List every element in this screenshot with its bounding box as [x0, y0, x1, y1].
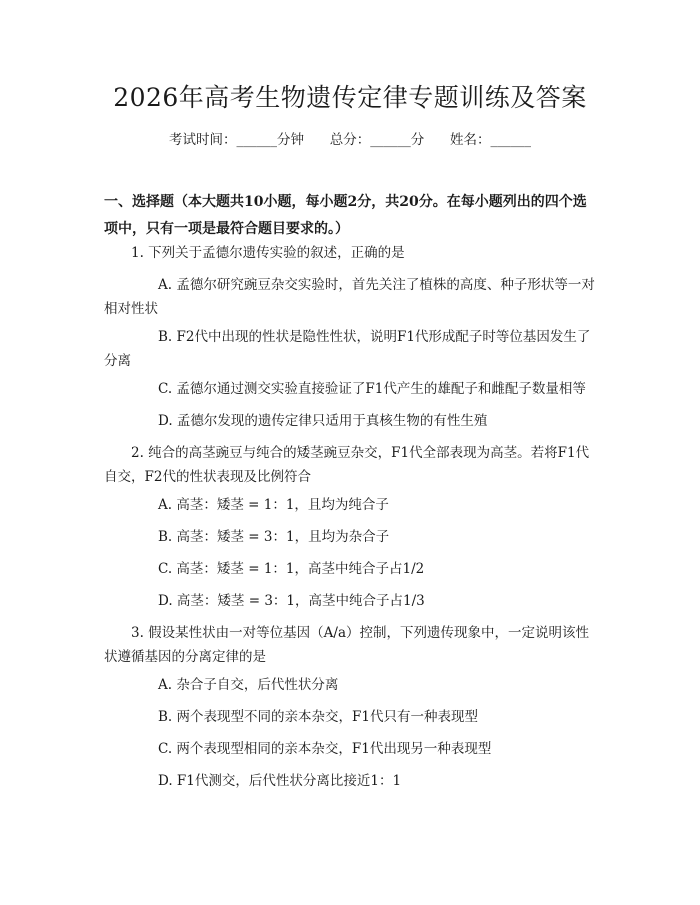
question-3-stem: 3. 假设某性状由一对等位基因（A/a）控制，下列遗传现象中，一定说明该性状遵循基因的分离定律的是	[104, 625, 590, 665]
question-3-option-a: A. 杂合子自交，后代性状分离	[158, 677, 339, 693]
question-1-stem: 1. 下列关于孟德尔遗传实验的叙述，正确的是	[131, 245, 405, 261]
question-1-option-d: D. 孟德尔发现的遗传定律只适用于真核生物的有性生殖	[158, 413, 488, 429]
question-2-option-d: D. 高茎：矮茎 = 3：1，高茎中纯合子占1/3	[158, 593, 425, 609]
section-heading: 一、选择题（本大题共10小题，每小题2分，共20分。在每小题列出的四个选项中，只有一项是最符合题目要求的。）	[104, 194, 587, 237]
question-1-option-b: B. F2代中出现的性状是隐性性状，说明F1代形成配子时等位基因发生了分离	[104, 329, 591, 369]
question-3-option-d: D. F1代测交，后代性状分离比接近1：1	[158, 773, 402, 789]
question-2-stem: 2. 纯合的高茎豌豆与纯合的矮茎豌豆杂交，F1代全部表现为高茎。若将F1代自交，F2代的性状表现及比例符合	[104, 445, 590, 485]
question-1-option-c: C. 孟德尔通过测交实验直接验证了F1代产生的雄配子和雌配子数量相等	[158, 381, 586, 397]
document-title: 2026年高考生物遗传定律专题训练及答案	[113, 83, 587, 112]
question-3-option-b: B. 两个表现型不同的亲本杂交，F1代只有一种表现型	[158, 709, 478, 725]
exam-info-line: 考试时间：______分钟 总分：______分 姓名：______	[169, 132, 531, 148]
question-2-option-b: B. 高茎：矮茎 = 3：1，且均为杂合子	[158, 529, 390, 545]
question-2-option-c: C. 高茎：矮茎 = 1：1，高茎中纯合子占1/2	[158, 561, 425, 577]
question-2-option-a: A. 高茎：矮茎 = 1：1，且均为纯合子	[158, 497, 389, 513]
question-3-option-c: C. 两个表现型相同的亲本杂交，F1代出现另一种表现型	[158, 741, 492, 757]
question-1-option-a: A. 孟德尔研究豌豆杂交实验时，首先关注了植株的高度、种子形状等一对相对性状	[104, 277, 595, 317]
